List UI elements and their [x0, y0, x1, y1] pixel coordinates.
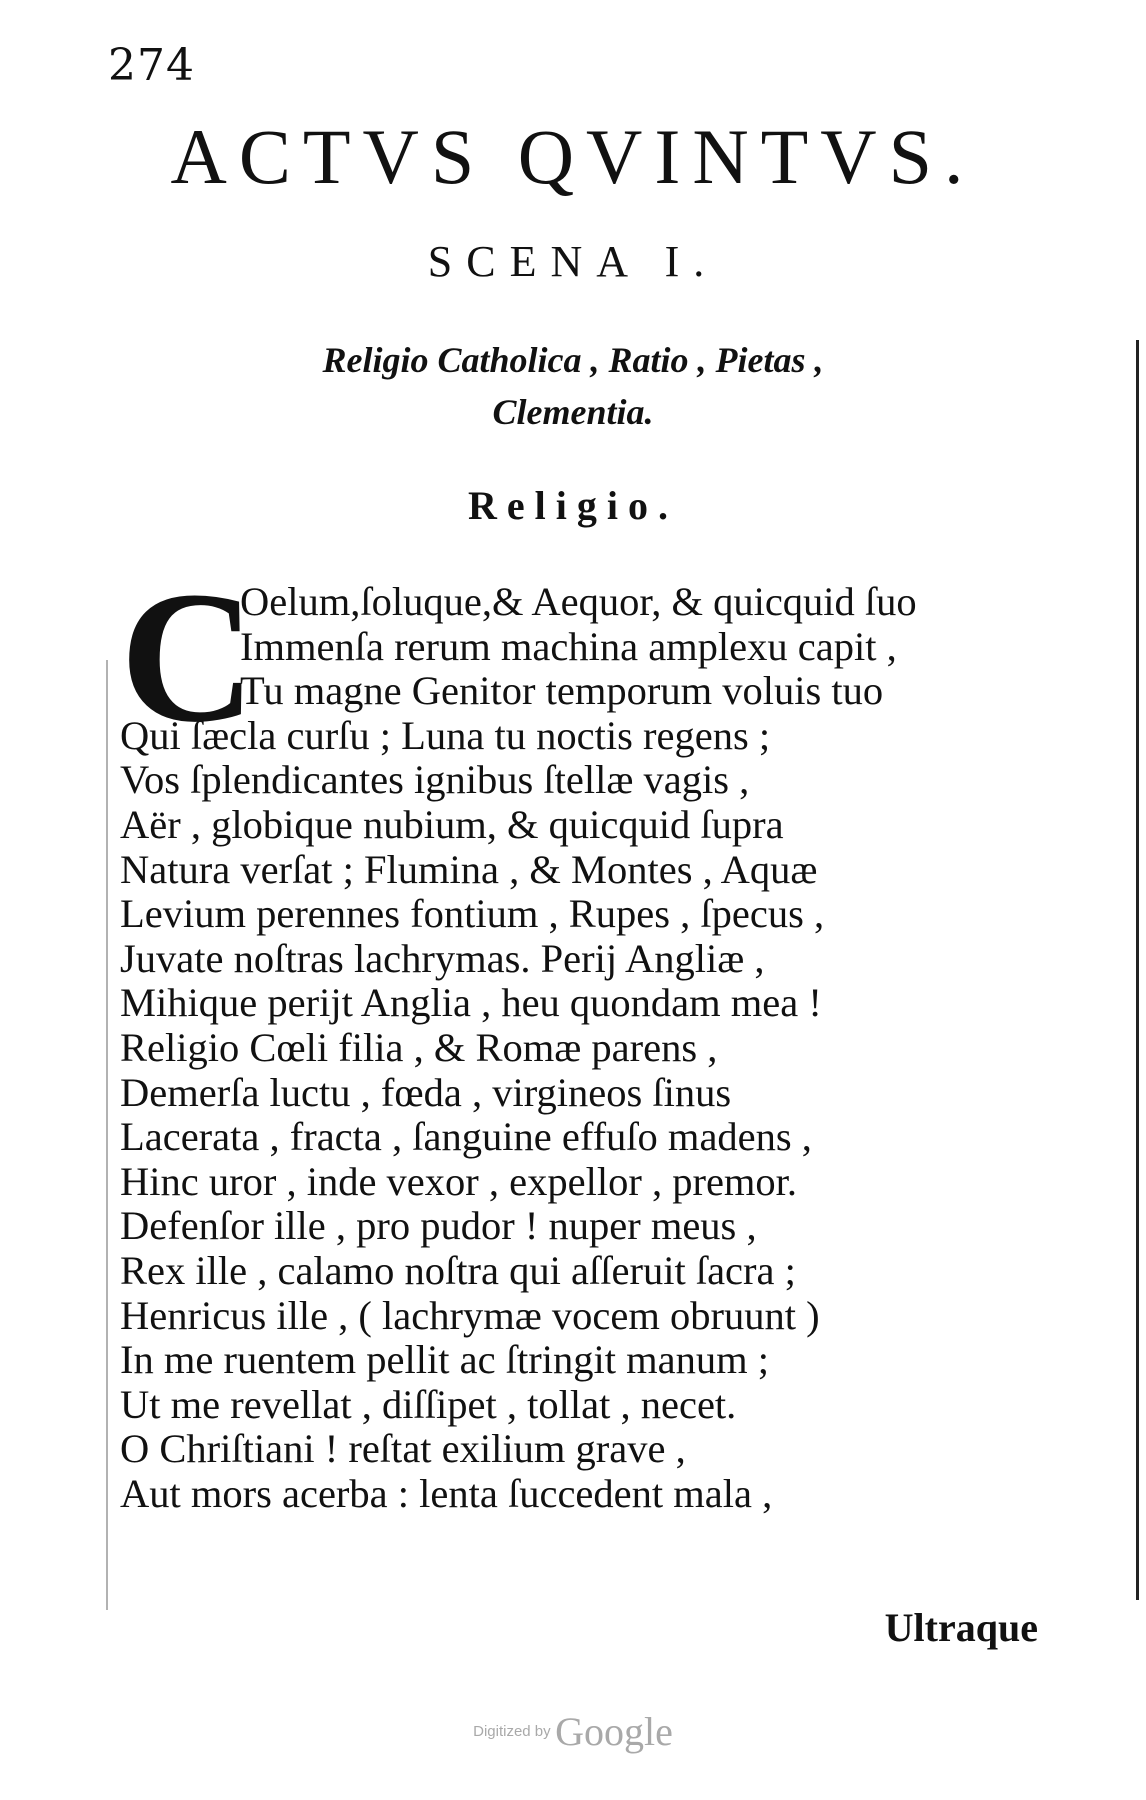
verse-line: Tu magne Genitor temporum voluis tuo [240, 668, 884, 714]
verse-line: Mihique perijt Anglia , heu quondam mea ! [120, 980, 822, 1026]
character-list-line-2: Clementia. [492, 392, 654, 432]
verse-line: In me ruentem pellit ac ſtringit manum ; [120, 1337, 769, 1383]
verse-line: Lacerata , fracta , ſanguine effuſo madens , [120, 1114, 812, 1160]
scene-title: SCENA I. [427, 237, 719, 286]
verse-line: Rex ille , calamo noſtra qui aſſeruit ſacra ; [120, 1247, 796, 1293]
verse-line: Demerſa luctu , fœda , virgineos ſinus [120, 1069, 732, 1115]
watermark-prefix: Digitized by [473, 1723, 551, 1740]
page-edge-left [106, 660, 108, 1610]
verse-line: Ut me revellat , diſſipet , tollat , necet. [120, 1381, 737, 1427]
verse-line: Oelum,ſoluque,& Aequor, & quicquid ſuo [240, 579, 917, 624]
verse-line: Hinc uror , inde vexor , expellor , premor. [120, 1158, 798, 1204]
character-list [0, 334, 1146, 438]
verse-line: Vos ſplendicantes ignibus ſtellæ vagis , [120, 757, 750, 803]
verse-line: Defenſor ille , pro pudor ! nuper meus , [120, 1203, 757, 1249]
watermark-brand: Google [555, 1709, 673, 1754]
verse-line: Henricus ille , ( lachrymæ vocem obruunt ) [120, 1292, 820, 1338]
verse-line: Levium perennes fontium , Rupes , ſpecus , [120, 891, 825, 937]
verse-line: Aër , globique nubium, & quicquid ſupra [120, 801, 784, 847]
catchword: Ultraque [884, 1605, 1038, 1650]
verse-line: Religio Cœli filia , & Romæ parens , [120, 1024, 718, 1070]
digitization-watermark [0, 1708, 1146, 1755]
page-number: 274 [108, 40, 195, 91]
verse-line: Qui ſæcla curſu ; Luna tu noctis regens ; [120, 712, 771, 758]
character-list-line-1: Religio Catholica , Ratio , Pietas , [322, 340, 824, 380]
drop-cap: C [120, 552, 256, 761]
act-title: ACTVS QVINTVS. [170, 113, 976, 200]
verse-line: Juvate noſtras lachrymas. Perij Angliæ , [120, 935, 765, 981]
verse-line: Natura verſat ; Flumina , & Montes , Aquæ [120, 846, 818, 892]
verse-line: Aut mors acerba : lenta ſuccedent mala , [120, 1470, 773, 1516]
page-edge-right [1136, 340, 1139, 1600]
verse-line: O Chriſtiani ! reſtat exilium grave , [120, 1426, 686, 1472]
verse-line: Immenſa rerum machina amplexu capit , [240, 623, 897, 669]
verse-block [120, 552, 1050, 1516]
speaker-heading: Religio. [468, 483, 678, 528]
